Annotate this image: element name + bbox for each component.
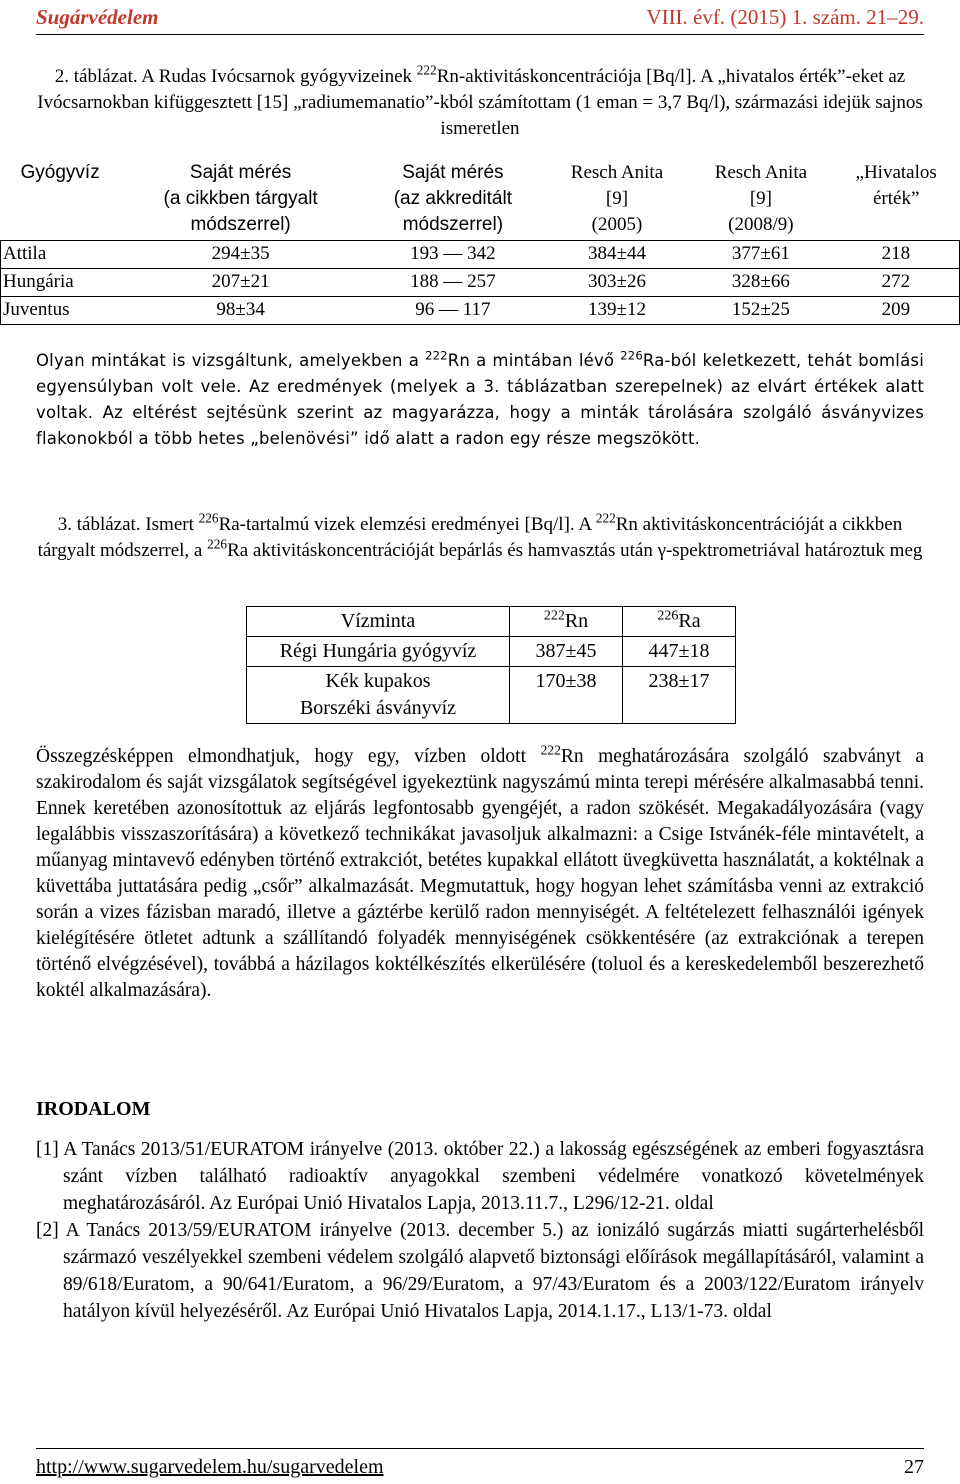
table-cell: 218 — [833, 241, 960, 269]
table-cell: Attila — [1, 241, 121, 269]
table-row — [247, 637, 736, 667]
reference-item: [1] A Tanács 2013/51/EURATOM irányelve (2013. október 22.) a lakosság egészségének az emberi fogyasztásra szánt vízben található radioaktív anyagokkal szembeni védelmére vonatkozó követelmények meghatározásáról. Az Európai Unió Hivatalos Lapja, 2013.11.7., L296/12-21. oldal — [36, 1139, 924, 1214]
caption-text: 3. táblázat. Ismert — [57, 514, 199, 535]
table-cell: 188 — 257 — [361, 269, 545, 297]
references-heading: IRODALOM — [36, 1098, 151, 1120]
paragraph — [36, 348, 924, 452]
table2 — [0, 160, 960, 325]
superscript: 222 — [543, 608, 565, 624]
caption-superscript: 226 — [198, 510, 219, 526]
header-text: (2008/9) — [728, 214, 794, 235]
caption-text: Ra-tartalmú vizek elemzési eredményei [Bq/l]. A — [218, 514, 596, 535]
header-text: Saját mérés — [402, 162, 504, 183]
table-cell: 96 — 117 — [361, 297, 545, 325]
header-text: érték” — [872, 188, 920, 209]
superscript: 222 — [540, 742, 561, 758]
cell-text: Borszéki ásványvíz — [299, 697, 457, 719]
header-text: Rn — [564, 610, 589, 632]
footer-link[interactable]: http://www.sugarvedelem.hu/sugarvedelem — [36, 1456, 384, 1478]
table-header-row — [1, 160, 960, 241]
header-text: (a cikkben tárgyalt — [163, 188, 318, 209]
header-cell — [689, 160, 833, 241]
table-cell: 193 — 342 — [361, 241, 545, 269]
caption-text: Rn aktivitáskoncentrációját a cikkben tárgyalt módszerrel, a — [37, 514, 903, 561]
header-text: „Hivatalos — [855, 162, 937, 183]
table-cell: 98±34 — [121, 297, 361, 325]
paragraph — [36, 744, 924, 1004]
caption-text: Rn-aktivitáskoncentrációja [Bq/l]. A „hivatalos érték”-eket az Ivócsarnokban kifüggesztett [15] „radiumemanatio”-kból számítottam (1 eman = 3,7 Bq/l), származási idejük sajnos ismeretlen — [37, 66, 923, 139]
header-text: [9] — [749, 188, 772, 209]
caption-text: Ra aktivitáskoncentrációját bepárlás és hamvasztás után γ-spektrometriával határoztuk meg — [227, 540, 923, 561]
header-cell — [1, 160, 121, 241]
header-text: Ra — [678, 610, 701, 632]
table-cell: 209 — [833, 297, 960, 325]
issue-info: VIII. évf. (2015) 1. szám. 21–29. — [646, 5, 924, 29]
caption-superscript: 222 — [416, 62, 437, 78]
table-cell: 303±26 — [545, 269, 689, 297]
table-cell: Juventus — [1, 297, 121, 325]
table-header-row — [247, 607, 736, 637]
header-cell — [510, 607, 623, 637]
table-cell: 207±21 — [121, 269, 361, 297]
paragraph-text: Összegzésképpen elmondhatjuk, hogy egy, vízben oldott — [36, 746, 541, 767]
table-cell: 152±25 — [689, 297, 833, 325]
paragraph-text: Ra-ból keletkezett, tehát bomlási egyensúlyban volt vele. Az eredmények (melyek a 3. táblázatban szerepelnek) az elvárt értékek alatt voltak. Az eltérést sejtésünk szerint az magyarázza, hogy a minták tárolására szolgáló ásványvizes flakonokból a több hetes „belenövési” idő alatt a radon egy része megszökött. — [36, 351, 924, 448]
table-cell: 447±18 — [623, 637, 736, 667]
table-cell: 170±38 — [510, 667, 623, 724]
header-text: módszerrel) — [402, 214, 504, 235]
header-cell — [545, 160, 689, 241]
table-cell — [247, 667, 510, 724]
header-cell — [121, 160, 361, 241]
table-cell: Hungária — [1, 269, 121, 297]
table-cell: 387±45 — [510, 637, 623, 667]
superscript: 226 — [657, 608, 679, 624]
paragraph-text: Rn a mintában lévő — [447, 351, 621, 370]
header-text: Gyógyvíz — [20, 162, 100, 183]
journal-title: Sugárvédelem — [36, 5, 159, 29]
table-row — [1, 297, 960, 325]
table-cell: 139±12 — [545, 297, 689, 325]
table-row — [1, 269, 960, 297]
table-cell: Régi Hungária gyógyvíz — [247, 637, 510, 667]
table-cell: 377±61 — [689, 241, 833, 269]
table3-caption — [36, 512, 924, 564]
header-cell — [833, 160, 960, 241]
table2-caption — [36, 64, 924, 142]
header-text: Saját mérés — [189, 162, 292, 183]
running-header — [36, 2, 924, 35]
cell-text: Kék kupakos — [325, 670, 431, 692]
header-text: (2005) — [591, 214, 643, 235]
header-cell — [361, 160, 545, 241]
header-text: módszerrel) — [190, 214, 291, 235]
paragraph-text: Olyan mintákat is vizsgáltunk, amelyekben a — [36, 351, 426, 370]
superscript: 222 — [425, 348, 448, 363]
header-text: Resch Anita — [570, 162, 664, 183]
table-row — [247, 667, 736, 724]
reference-list — [36, 1136, 924, 1325]
header-cell: Vízminta — [247, 607, 510, 637]
table-cell: 384±44 — [545, 241, 689, 269]
table-cell: 238±17 — [623, 667, 736, 724]
header-cell — [623, 607, 736, 637]
table-row — [1, 241, 960, 269]
header-text: Resch Anita — [714, 162, 808, 183]
table-cell: 328±66 — [689, 269, 833, 297]
caption-text: 2. táblázat. A Rudas Ivócsarnok gyógyvizeinek — [54, 66, 417, 87]
superscript: 226 — [620, 348, 643, 363]
reference-item: [2] A Tanács 2013/59/EURATOM irányelve (2013. december 5.) az ionizáló sugárzás miatti sugárterhelésből származó veszélyekkel szembeni védelem szolgáló alapvető biztonsági előírások megállapításáról, valamint a 89/618/Euratom, a 90/641/Euratom, a 96/29/Euratom, a 97/43/Euratom és a 2003/122/Euratom irányelv hatályon kívül helyezéséről. Az Európai Unió Hivatalos Lapja, 2014.1.17., L13/1-73. oldal — [36, 1220, 924, 1322]
table-cell: 294±35 — [121, 241, 361, 269]
caption-superscript: 226 — [207, 536, 228, 552]
caption-superscript: 222 — [595, 510, 616, 526]
table3 — [246, 606, 736, 724]
table-cell: 272 — [833, 269, 960, 297]
page-number: 27 — [904, 1456, 924, 1478]
header-text: (az akkreditált — [393, 188, 513, 209]
paragraph-text: Rn meghatározására szolgáló szabványt a szakirodalom és saját vizsgálatok segítségével igyekeztünk nagyszámú minta terepi mérésére alkalmasabbá tenni. Ennek keretében azonosítottuk az eljárás legfontosabb gyengéjét, a radon szökését. Megakadályozására (vagy legalábbis visszaszorítására) a következő technikákat javasoljuk alkalmazni: a Csige Istvánék-féle mintavételt, a műanyag mintavevő edényben történő extrakciót, betétes kupakkal ellátott üvegküvetta használatát, a koktélnak a küvettába juttatására pedig „csőr” alkalmazását. Megmutattuk, hogy hogyan lehet számításba venni az extrakció során a vizes fázisban maradó, illetve a gáztérbe kerülő radon mennyiségét. A feltételezett felhasználói igények kielégítésére ötletet adtunk a szállítandó folyadék mennyiségének csökkentésére (az extrakciónak a terepen történő elvégzésével), továbbá a házilagos koktélkészítés elkerülésére (toluol és a kereskedelemből beszerezhető koktél alkalmazására). — [36, 746, 924, 1001]
page-footer — [36, 1448, 924, 1479]
header-text: [9] — [605, 188, 629, 209]
